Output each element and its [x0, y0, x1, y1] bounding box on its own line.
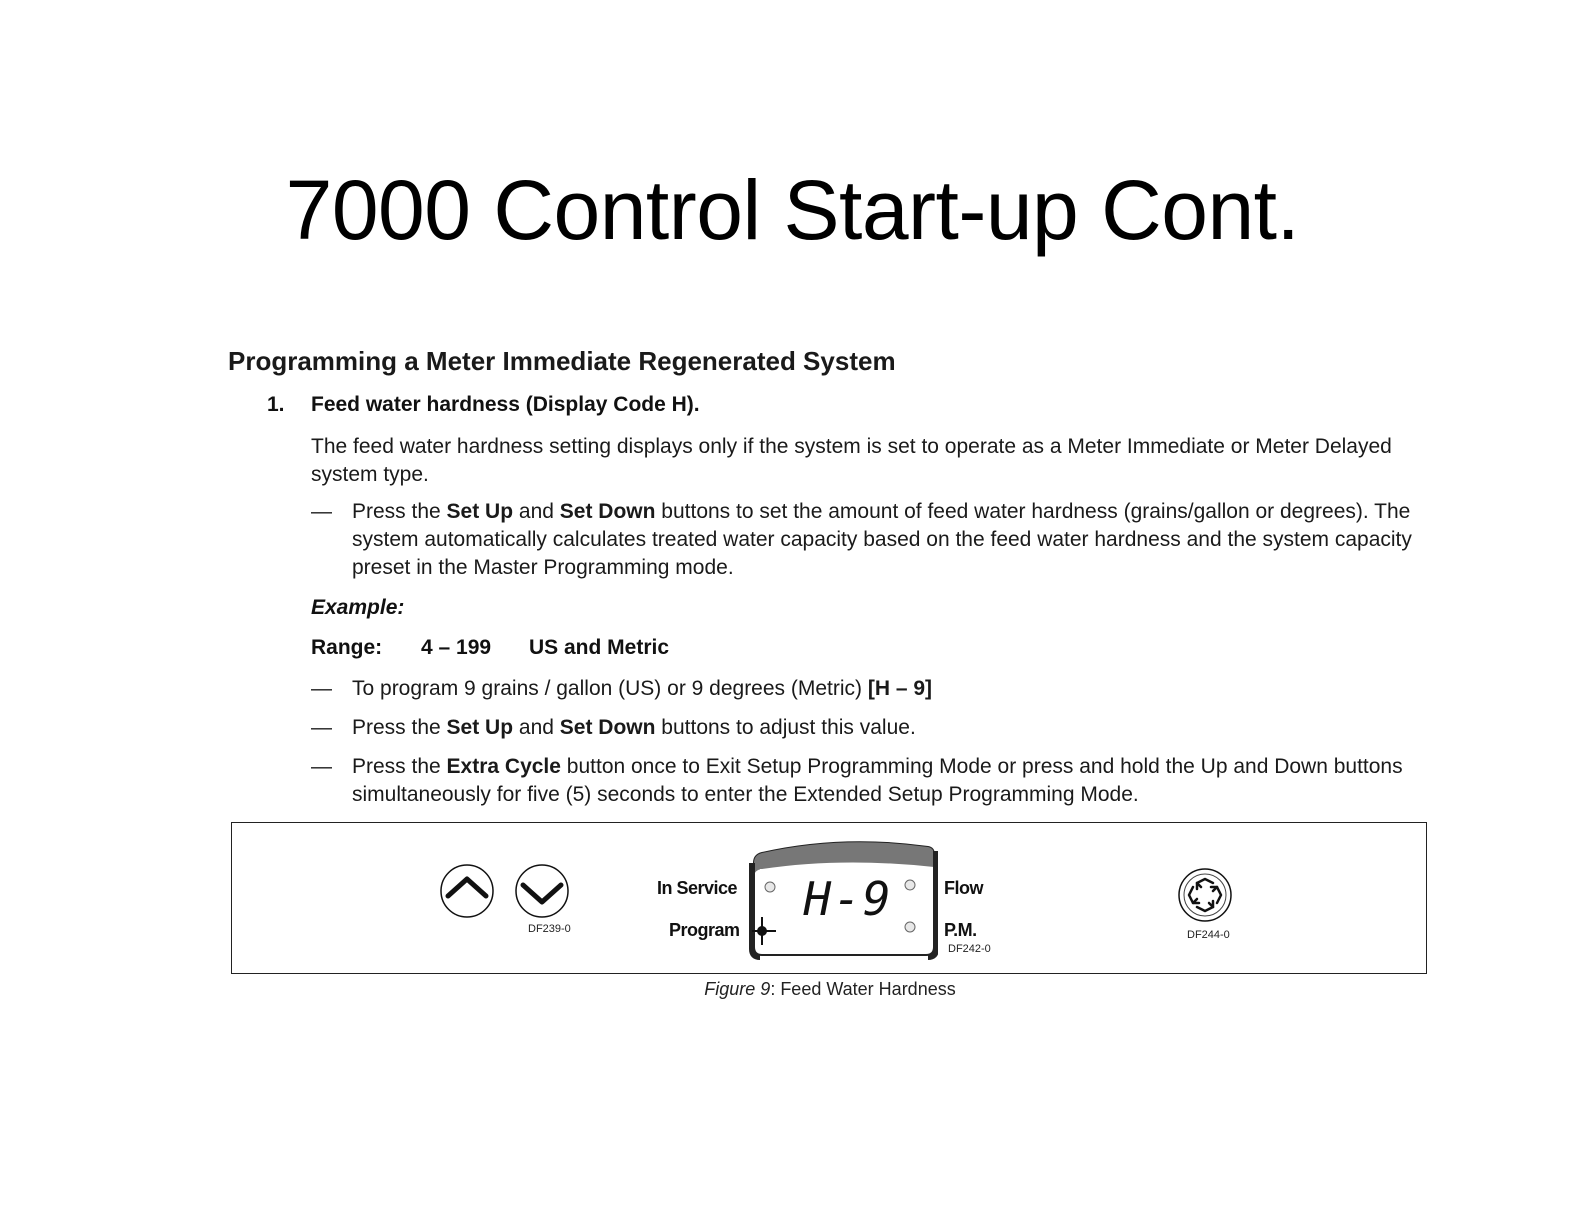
bullet-text: Press the — [352, 716, 447, 739]
step-title: Feed water hardness (Display Code H). — [311, 393, 700, 416]
bullet-set-hardness — [311, 498, 1431, 582]
extra-cycle-figure-code: DF244-0 — [1187, 929, 1230, 941]
figure-caption-number: Figure 9 — [704, 979, 771, 999]
flow-label: Flow — [944, 878, 983, 898]
bullet-dash: — — [311, 500, 332, 523]
range-label: Range: — [311, 636, 383, 659]
up-down-figure-code: DF239-0 — [528, 923, 571, 935]
up-arrow-icon[interactable] — [439, 863, 495, 919]
figure-panel — [231, 822, 1427, 974]
bullet-text: and — [513, 500, 560, 523]
bullet-text: buttons to adjust this value. — [655, 716, 916, 739]
code-emphasis: [H – 9] — [867, 677, 933, 700]
slide-title: 7000 Control Start-up Cont. — [285, 163, 1300, 257]
example-label: Example: — [311, 596, 405, 619]
range-row — [311, 636, 669, 660]
down-arrow-icon[interactable] — [514, 863, 570, 919]
extra-cycle-emphasis: Extra Cycle — [446, 755, 561, 778]
display-figure-code: DF242-0 — [948, 943, 991, 955]
bullet-text: Press the — [352, 755, 447, 778]
step-number: 1. — [267, 393, 285, 416]
range-units: US and Metric — [529, 636, 670, 659]
pm-label: P.M. — [944, 920, 977, 940]
bullet-text: To program 9 grains / gallon (US) or 9 degrees (Metric) — [352, 677, 868, 700]
bullet-exit-programming — [311, 753, 1431, 809]
range-value: 4 – 199 — [421, 636, 492, 659]
figure-caption — [0, 979, 1585, 1000]
program-label: Program — [669, 920, 740, 940]
bullet-program-value — [311, 675, 1431, 703]
set-up-emphasis: Set Up — [446, 500, 514, 523]
bullet-dash: — — [311, 755, 332, 778]
figure-caption-text: : Feed Water Hardness — [770, 979, 956, 999]
bullet-text: and — [513, 716, 560, 739]
intro-paragraph: The feed water hardness setting displays only if the system is set to operate as a Meter Immediate or Meter Delayed system type. — [311, 435, 1392, 486]
in-service-label: In Service — [657, 878, 738, 898]
bullet-dash: — — [311, 716, 332, 739]
program-indicator-icon — [750, 911, 780, 951]
extra-cycle-icon[interactable] — [1177, 867, 1233, 923]
bullet-text: button once to Exit Setup Programming Mode or press and hold the Up and Down buttons simultaneously for five (5) seconds to enter the Extended Setup Programming Mode. — [352, 755, 1403, 806]
bullet-text: buttons to set the amount of feed water hardness (grains/gallon or degrees). The system automatically calculates treated water capacity based on the feed water hardness and the system capacity preset in the Master Programming mode. — [352, 500, 1412, 579]
set-down-emphasis: Set Down — [559, 716, 656, 739]
set-up-emphasis: Set Up — [446, 716, 514, 739]
set-down-emphasis: Set Down — [559, 500, 656, 523]
bullet-text: Press the — [352, 500, 447, 523]
bullet-adjust-value — [311, 714, 1431, 742]
bullet-dash: — — [311, 677, 332, 700]
section-heading: Programming a Meter Immediate Regenerated System — [228, 346, 896, 376]
lcd-readout: H-9 — [803, 872, 893, 926]
